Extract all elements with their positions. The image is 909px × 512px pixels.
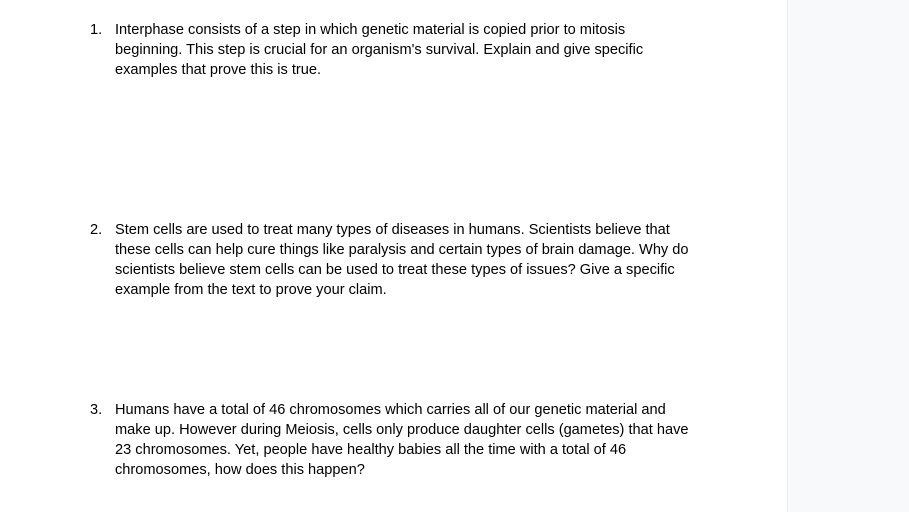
- question-text[interactable]: Interphase consists of a step in which genetic material is copied prior to mitosis beginning. This step is crucial for an organism's survival. Explain and give specific examples that prove this is true.: [115, 22, 644, 78]
- question-item[interactable]: [90, 400, 690, 480]
- canvas-margin: [787, 0, 909, 512]
- question-item[interactable]: [90, 20, 690, 80]
- question-item[interactable]: [90, 220, 690, 300]
- question-number: 3.: [90, 402, 103, 418]
- question-number: 1.: [90, 22, 103, 38]
- question-text[interactable]: Humans have a total of 46 chromosomes which carries all of our genetic material and make up. However during Meiosis, cells only produce daughter cells (gametes) that have 23 chromosomes. Yet, people have healthy babies all the time with a total of 46 chromosomes, how does this happen?: [115, 402, 689, 478]
- question-number: 2.: [90, 222, 103, 238]
- question-text[interactable]: Stem cells are used to treat many types of diseases in humans. Scientists believe that these cells can help cure things like paralysis and certain types of brain damage. Why do scientists believe stem cells can be used to treat these types of issues? Give a specific example from the text to prove your claim.: [115, 222, 689, 298]
